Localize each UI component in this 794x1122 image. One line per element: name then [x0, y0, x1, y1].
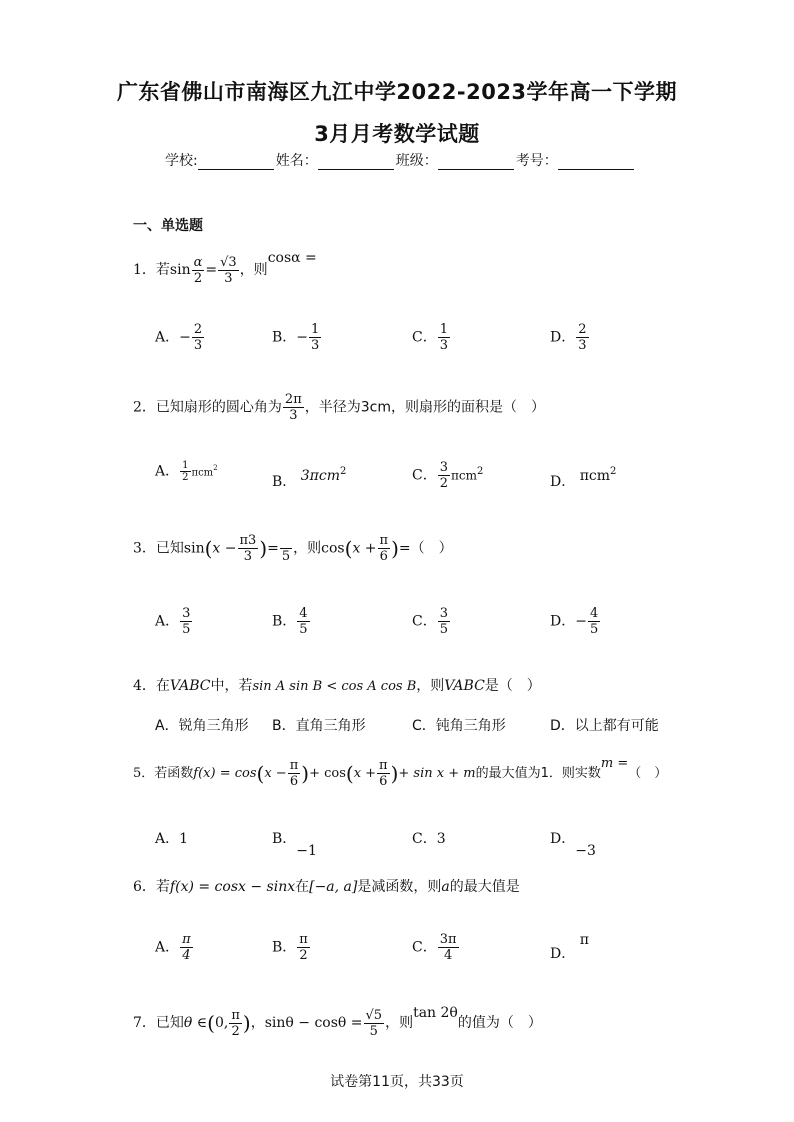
q4-option-d[interactable]: D．以上都有可能: [550, 718, 659, 734]
question-number: 3．: [133, 540, 156, 557]
q2-option-d[interactable]: D． πcm$^2$: [550, 466, 617, 490]
q5-option-c[interactable]: C．3: [412, 831, 446, 847]
q3-option-c[interactable]: C． $\frac{3}{5}$: [412, 606, 448, 637]
q6-option-a[interactable]: A． $\frac{\pi}{4}$: [155, 932, 191, 963]
q5-option-a[interactable]: A．1: [155, 831, 189, 847]
question-number: 6．: [133, 879, 156, 895]
q5-option-d[interactable]: D．−3: [550, 831, 596, 859]
question-number: 7．: [133, 1015, 156, 1031]
question-5: 5．若函数f(x) = cos(x − $\frac{\pi}{6}$ )+ cos(x + $\frac{\pi}{6}$ )+ sin x + m的最大值为1．则实数m =（ ）: [133, 756, 668, 789]
page-footer: 试卷第11页，共33页: [330, 1074, 464, 1090]
school-blank: [198, 155, 274, 170]
q2-option-b[interactable]: B． 3πcm$^2$: [272, 466, 347, 490]
question-4: 4．在VABC中，若sin A sin B < cos A cos B，则VABC是（ ）: [133, 678, 541, 694]
question-number: 1．: [133, 262, 156, 278]
question-text: 已知扇形的圆心角为: [155, 399, 282, 416]
school-label: 学校:: [165, 153, 198, 169]
q3-option-a[interactable]: A． $\frac{3}{5}$: [155, 606, 191, 637]
question-3: 3．已知sin(x − $\frac{\pi 3}{3}$ )= 5 ，则cos(x + $\frac{\pi}{6}$ )=（ ）: [133, 533, 453, 564]
fraction: $\frac{√3}{3}$: [220, 254, 237, 286]
q2-option-c[interactable]: C． $\frac{3}{2}$ πcm$^2$: [412, 460, 484, 491]
title-line-2: 3月月考数学试题: [314, 122, 480, 146]
question-text: 若: [155, 262, 170, 278]
fraction: $\frac{2\pi}{3}$: [284, 392, 302, 423]
q3-option-b[interactable]: B． $\frac{4}{5}$: [272, 606, 308, 637]
question-text: ，半径为3cm，则扇形的面积是（ ）: [304, 399, 545, 416]
fraction: $\frac{\alpha}{2}$: [193, 254, 203, 286]
question-number: 5．: [133, 766, 155, 781]
question-text: 已知: [155, 540, 184, 557]
q1-option-c[interactable]: C． $\frac{1}{3}$: [412, 322, 448, 353]
exam-no-blank: [558, 155, 634, 170]
math-fn: sin: [169, 262, 191, 278]
q1-option-d[interactable]: D． $\frac{2}{3}$: [550, 322, 587, 353]
q6-option-b[interactable]: B． $\frac{\pi}{2}$: [272, 932, 308, 963]
q4-option-b[interactable]: B．直角三角形: [272, 718, 366, 734]
question-number: 4．: [133, 678, 156, 694]
q1-option-a[interactable]: A．− $\frac{2}{3}$: [155, 322, 203, 353]
name-blank: [318, 155, 394, 170]
title-line-1: 广东省佛山市南海区九江中学2022-2023学年高一下学期: [116, 80, 678, 104]
q4-option-c[interactable]: C．钝角三角形: [412, 718, 506, 734]
question-text: ，则: [239, 262, 268, 278]
class-label: 班级：: [395, 153, 438, 169]
question-1: 1．若sin $\frac{\alpha}{2}$ = $\frac{√3}{3}$ ，则cosα =: [133, 250, 317, 286]
q5-option-b[interactable]: B．−1: [272, 831, 317, 859]
question-2: [133, 392, 545, 423]
q2-option-a[interactable]: A． $\frac{1}{2}$ πcm$^2$: [155, 460, 218, 483]
exam-no-label: 考号：: [515, 153, 558, 169]
question-6: 6．若f(x) = cosx − sinx在[−a, a]是减函数，则a的最大值是: [133, 879, 520, 895]
q4-option-a[interactable]: A．锐角三角形: [155, 718, 249, 734]
section-heading: 一、单选题: [133, 218, 203, 234]
q6-option-d[interactable]: D． π: [550, 932, 589, 962]
class-blank: [438, 155, 514, 170]
q1-option-b[interactable]: B．− $\frac{1}{3}$: [272, 322, 320, 353]
question-7: 7．已知θ ∈(0, $\frac{\pi}{2}$ )，sinθ − cosθ = $\frac{√5}{5}$ ，则tan 2θ的值为（ ）: [133, 1005, 542, 1039]
name-label: 姓名：: [275, 153, 318, 169]
question-number: 2．: [133, 399, 156, 416]
math-expr: cosα =: [267, 250, 317, 266]
q6-option-c[interactable]: C． $\frac{3\pi}{4}$: [412, 932, 457, 963]
student-info-line: [165, 150, 636, 170]
q3-option-d[interactable]: D．− $\frac{4}{5}$: [550, 606, 599, 637]
